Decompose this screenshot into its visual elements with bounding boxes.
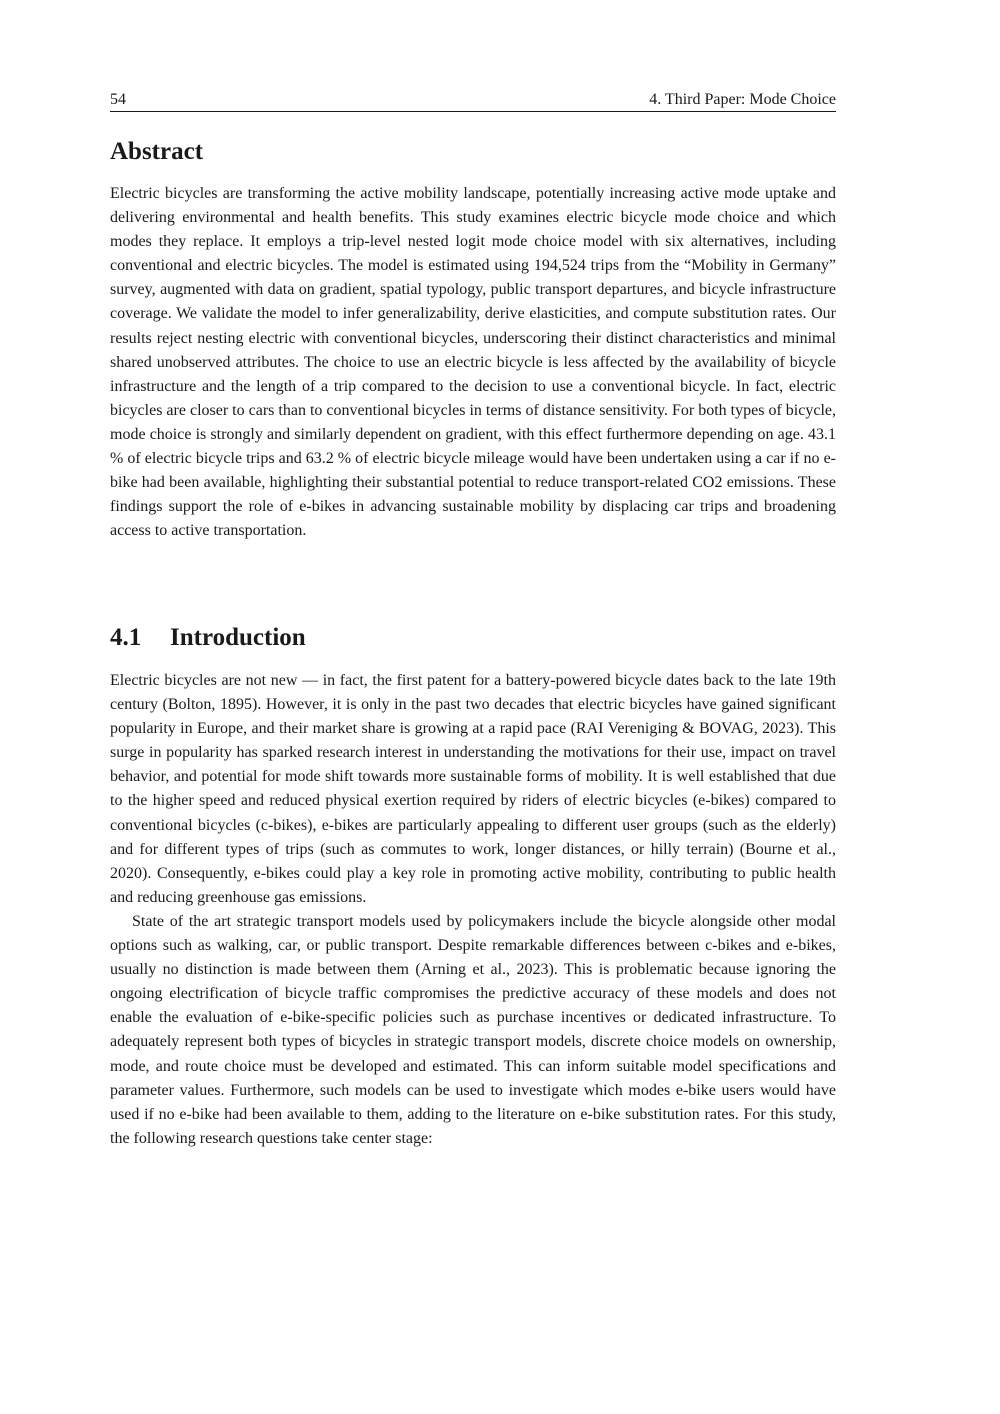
abstract-heading: Abstract xyxy=(110,138,204,165)
introduction-body xyxy=(110,669,836,1151)
section-number: 4.1 xyxy=(110,624,142,651)
abstract-text: Electric bicycles are transforming the active mobility landscape, potentially increasing active mode uptake and delivering environmental and health benefits. This study examines electric bicycle mode choice and which modes they replace. It employs a trip-level nested logit mode choice model with six alternatives, including conventional and electric bicycles. The model is estimated using 194,524 trips from the “Mobility in Germany” survey, augmented with data on gradient, spatial typology, public transport departures, and bicycle infrastructure coverage. We validate the model to infer generalizability, derive elasticities, and compute substitution rates. Our results reject nesting electric with conventional bicycles, underscoring their distinct characteristics and minimal shared unobserved attributes. The choice to use an electric bicycle is less affected by the availability of bicycle infrastructure and the length of a trip compared to the decision to use a conventional bicycle. In fact, electric bicycles are closer to cars than to conventional bicycles in terms of distance sensitivity. For both types of bicycle, mode choice is strongly and similarly dependent on gradient, with this effect furthermore depending on age. 43.1 % of electric bicycle trips and 63.2 % of electric bicycle mileage would have been undertaken using a car if no e-bike had been available, highlighting their substantial potential to reduce transport-related CO2 emissions. These findings support the role of e-bikes in advancing sustainable mobility by displacing car trips and broadening access to active transportation. xyxy=(110,185,836,540)
intro-paragraph-1: Electric bicycles are not new — in fact, the first patent for a battery-powered bicycle dates back to the late 19th century (Bolton, 1895). However, it is only in the past two decades that electric bicycles have gained significant popularity in Europe, and their market share is growing at a rapid pace (RAI Vereniging & BOVAG, 2023). This surge in popularity has sparked research interest in understanding the motivations for their use, impact on travel behavior, and potential for mode shift towards more sustainable forms of mobility. It is well established that due to the higher speed and reduced physical exertion required by riders of electric bicycles (e-bikes) compared to conventional bicycles (c-bikes), e-bikes are particularly appealing to different user groups (such as the elderly) and for different types of trips (such as commutes to work, longer distances, or hilly terrain) (Bourne et al., 2020). Consequently, e-bikes could play a key role in promoting active mobility, contributing to public health and reducing greenhouse gas emissions. xyxy=(110,672,836,906)
intro-paragraph-2: State of the art strategic transport models used by policymakers include the bicycle alongside other modal options such as walking, car, or public transport. Despite remarkable differences between c-bikes and e-bikes, usually no distinction is made between them (Arning et al., 2023). This is problematic because ignoring the ongoing electrification of bicycle traffic compromises the predictive accuracy of these models and does not enable the evaluation of e-bike-specific policies such as purchase incentives or dedicated infrastructure. To adequately represent both types of bicycles in strategic transport models, discrete choice models on ownership, mode, and route choice must be developed and estimated. This can inform suitable model specifications and parameter values. Furthermore, such models can be used to investigate which modes e-bike users would have used if no e-bike had been available to them, adding to the literature on e-bike substitution rates. For this study, the following research questions take center stage: xyxy=(110,912,836,1147)
section-title: Introduction xyxy=(170,624,306,651)
section-heading xyxy=(110,622,306,654)
chapter-title: 4. Third Paper: Mode Choice xyxy=(649,91,836,108)
page-number: 54 xyxy=(110,91,126,108)
running-header xyxy=(110,89,836,112)
